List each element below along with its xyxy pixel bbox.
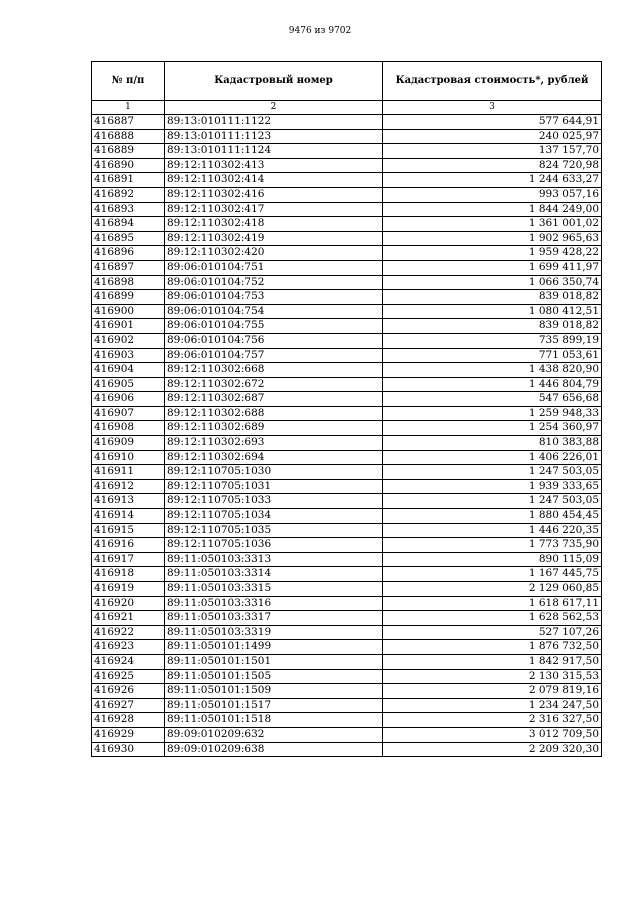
cadastral-number-cell: 89:06:010104:752 — [165, 275, 383, 290]
table-row — [92, 115, 602, 130]
column-number-row — [92, 101, 602, 115]
cadastral-value-cell: 1 842 917,50 — [383, 654, 602, 669]
table-row — [92, 144, 602, 159]
cadastral-number-cell: 89:12:110302:688 — [165, 406, 383, 421]
row-number-cell: 416899 — [92, 290, 165, 305]
table-row — [92, 363, 602, 378]
cadastral-value-cell: 1 880 454,45 — [383, 509, 602, 524]
column-number: 3 — [383, 101, 602, 115]
table-header-row — [92, 62, 602, 101]
cadastral-value-cell: 1 234 247,50 — [383, 698, 602, 713]
cadastral-number-cell: 89:11:050101:1509 — [165, 684, 383, 699]
cadastral-number-cell: 89:06:010104:755 — [165, 319, 383, 334]
row-number-cell: 416908 — [92, 421, 165, 436]
cadastral-value-cell: 577 644,91 — [383, 115, 602, 130]
row-number-cell: 416898 — [92, 275, 165, 290]
cadastral-number-cell: 89:12:110302:672 — [165, 377, 383, 392]
header-cadastral-value: Кадастровая стоимость*, рублей — [383, 62, 602, 101]
cadastral-value-cell: 2 316 327,50 — [383, 713, 602, 728]
cadastral-number-cell: 89:11:050103:3319 — [165, 625, 383, 640]
row-number-cell: 416900 — [92, 304, 165, 319]
cadastral-number-cell: 89:11:050101:1501 — [165, 654, 383, 669]
table-row — [92, 582, 602, 597]
cadastral-value-cell: 1 699 411,97 — [383, 260, 602, 275]
table-row — [92, 129, 602, 144]
cadastral-number-cell: 89:12:110705:1031 — [165, 479, 383, 494]
cadastral-number-cell: 89:09:010209:638 — [165, 742, 383, 757]
cadastral-number-cell: 89:12:110302:687 — [165, 392, 383, 407]
cadastral-number-cell: 89:12:110705:1036 — [165, 538, 383, 553]
cadastral-value-cell: 1 080 412,51 — [383, 304, 602, 319]
row-number-cell: 416930 — [92, 742, 165, 757]
cadastral-value-cell: 1 259 948,33 — [383, 406, 602, 421]
table-row — [92, 596, 602, 611]
cadastral-number-cell: 89:12:110302:414 — [165, 173, 383, 188]
table-row — [92, 173, 602, 188]
cadastral-value-cell: 735 899,19 — [383, 333, 602, 348]
row-number-cell: 416905 — [92, 377, 165, 392]
column-number: 1 — [92, 101, 165, 115]
page-header: 9476 из 9702 — [288, 26, 352, 36]
table-row — [92, 275, 602, 290]
row-number-cell: 416912 — [92, 479, 165, 494]
cadastral-value-cell: 1 066 350,74 — [383, 275, 602, 290]
cadastral-value-cell: 1 361 001,02 — [383, 217, 602, 232]
cadastral-number-cell: 89:06:010104:753 — [165, 290, 383, 305]
table-row — [92, 217, 602, 232]
cadastral-value-cell: 1 618 617,11 — [383, 596, 602, 611]
row-number-cell: 416916 — [92, 538, 165, 553]
cadastral-number-cell: 89:13:010111:1122 — [165, 115, 383, 130]
cadastral-number-cell: 89:12:110302:419 — [165, 231, 383, 246]
table-row — [92, 319, 602, 334]
cadastral-number-cell: 89:12:110302:418 — [165, 217, 383, 232]
cadastral-value-cell: 1 167 445,75 — [383, 567, 602, 582]
cadastral-number-cell: 89:13:010111:1124 — [165, 144, 383, 159]
table-row — [92, 304, 602, 319]
cadastral-value-cell: 527 107,26 — [383, 625, 602, 640]
row-number-cell: 416910 — [92, 450, 165, 465]
table-row — [92, 377, 602, 392]
cadastral-value-cell: 1 446 804,79 — [383, 377, 602, 392]
cadastral-table — [91, 61, 602, 757]
cadastral-value-cell: 1 244 633,27 — [383, 173, 602, 188]
cadastral-value-cell: 1 247 503,05 — [383, 465, 602, 480]
table-row — [92, 333, 602, 348]
cadastral-number-cell: 89:11:050103:3315 — [165, 582, 383, 597]
row-number-cell: 416915 — [92, 523, 165, 538]
row-number-cell: 416913 — [92, 494, 165, 509]
cadastral-number-cell: 89:06:010104:751 — [165, 260, 383, 275]
row-number-cell: 416907 — [92, 406, 165, 421]
cadastral-value-cell: 890 115,09 — [383, 552, 602, 567]
row-number-cell: 416919 — [92, 582, 165, 597]
table-row — [92, 669, 602, 684]
table-row — [92, 698, 602, 713]
row-number-cell: 416889 — [92, 144, 165, 159]
cadastral-number-cell: 89:12:110302:416 — [165, 187, 383, 202]
cadastral-number-cell: 89:12:110302:417 — [165, 202, 383, 217]
cadastral-value-cell: 1 628 562,53 — [383, 611, 602, 626]
table-row — [92, 538, 602, 553]
cadastral-value-cell: 1 254 360,97 — [383, 421, 602, 436]
cadastral-number-cell: 89:11:050101:1505 — [165, 669, 383, 684]
table-row — [92, 246, 602, 261]
row-number-cell: 416894 — [92, 217, 165, 232]
cadastral-number-cell: 89:12:110705:1030 — [165, 465, 383, 480]
table-row — [92, 494, 602, 509]
header-row-number: № п/п — [92, 62, 165, 101]
cadastral-number-cell: 89:11:050101:1517 — [165, 698, 383, 713]
cadastral-value-cell: 810 383,88 — [383, 436, 602, 451]
table-row — [92, 727, 602, 742]
row-number-cell: 416887 — [92, 115, 165, 130]
cadastral-number-cell: 89:12:110302:420 — [165, 246, 383, 261]
cadastral-value-cell: 1 247 503,05 — [383, 494, 602, 509]
cadastral-value-cell: 993 057,16 — [383, 187, 602, 202]
table-row — [92, 450, 602, 465]
row-number-cell: 416917 — [92, 552, 165, 567]
cadastral-number-cell: 89:12:110705:1035 — [165, 523, 383, 538]
row-number-cell: 416929 — [92, 727, 165, 742]
cadastral-number-cell: 89:12:110705:1033 — [165, 494, 383, 509]
table-row — [92, 713, 602, 728]
row-number-cell: 416890 — [92, 158, 165, 173]
row-number-cell: 416925 — [92, 669, 165, 684]
row-number-cell: 416903 — [92, 348, 165, 363]
table-row — [92, 509, 602, 524]
cadastral-value-cell: 2 129 060,85 — [383, 582, 602, 597]
row-number-cell: 416914 — [92, 509, 165, 524]
cadastral-value-cell: 137 157,70 — [383, 144, 602, 159]
cadastral-number-cell: 89:06:010104:754 — [165, 304, 383, 319]
row-number-cell: 416897 — [92, 260, 165, 275]
row-number-cell: 416909 — [92, 436, 165, 451]
cadastral-number-cell: 89:11:050103:3313 — [165, 552, 383, 567]
table-row — [92, 552, 602, 567]
table-body — [92, 115, 602, 757]
cadastral-value-cell: 1 876 732,50 — [383, 640, 602, 655]
cadastral-number-cell: 89:13:010111:1123 — [165, 129, 383, 144]
table-row — [92, 742, 602, 757]
cadastral-number-cell: 89:09:010209:632 — [165, 727, 383, 742]
cadastral-number-cell: 89:12:110302:693 — [165, 436, 383, 451]
cadastral-value-cell: 1 438 820,90 — [383, 363, 602, 378]
cadastral-value-cell: 839 018,82 — [383, 319, 602, 334]
row-number-cell: 416904 — [92, 363, 165, 378]
cadastral-value-cell: 1 844 249,00 — [383, 202, 602, 217]
cadastral-value-cell: 839 018,82 — [383, 290, 602, 305]
row-number-cell: 416924 — [92, 654, 165, 669]
cadastral-value-cell: 547 656,68 — [383, 392, 602, 407]
table-row — [92, 260, 602, 275]
cadastral-value-cell: 240 025,97 — [383, 129, 602, 144]
row-number-cell: 416928 — [92, 713, 165, 728]
table-row — [92, 392, 602, 407]
table-row — [92, 421, 602, 436]
table-row — [92, 523, 602, 538]
row-number-cell: 416927 — [92, 698, 165, 713]
table-row — [92, 654, 602, 669]
column-number: 2 — [165, 101, 383, 115]
table-row — [92, 202, 602, 217]
table-row — [92, 640, 602, 655]
cadastral-value-cell: 2 079 819,16 — [383, 684, 602, 699]
cadastral-value-cell: 3 012 709,50 — [383, 727, 602, 742]
table-row — [92, 187, 602, 202]
cadastral-value-cell: 824 720,98 — [383, 158, 602, 173]
row-number-cell: 416926 — [92, 684, 165, 699]
cadastral-value-cell: 1 902 965,63 — [383, 231, 602, 246]
cadastral-number-cell: 89:06:010104:756 — [165, 333, 383, 348]
cadastral-value-cell: 1 406 226,01 — [383, 450, 602, 465]
row-number-cell: 416891 — [92, 173, 165, 188]
row-number-cell: 416896 — [92, 246, 165, 261]
row-number-cell: 416888 — [92, 129, 165, 144]
table-row — [92, 406, 602, 421]
cadastral-value-cell: 1 773 735,90 — [383, 538, 602, 553]
cadastral-number-cell: 89:11:050103:3317 — [165, 611, 383, 626]
row-number-cell: 416918 — [92, 567, 165, 582]
cadastral-number-cell: 89:12:110705:1034 — [165, 509, 383, 524]
cadastral-value-cell: 2 130 315,53 — [383, 669, 602, 684]
table-row — [92, 231, 602, 246]
table-row — [92, 158, 602, 173]
row-number-cell: 416923 — [92, 640, 165, 655]
table-row — [92, 684, 602, 699]
cadastral-number-cell: 89:11:050101:1518 — [165, 713, 383, 728]
table-row — [92, 436, 602, 451]
header-cadastral-number: Кадастровый номер — [165, 62, 383, 101]
table-row — [92, 465, 602, 480]
cadastral-number-cell: 89:12:110302:668 — [165, 363, 383, 378]
row-number-cell: 416921 — [92, 611, 165, 626]
cadastral-number-cell: 89:12:110302:694 — [165, 450, 383, 465]
table-row — [92, 567, 602, 582]
table-row — [92, 625, 602, 640]
cadastral-number-cell: 89:12:110302:689 — [165, 421, 383, 436]
cadastral-value-cell: 771 053,61 — [383, 348, 602, 363]
cadastral-value-cell: 1 446 220,35 — [383, 523, 602, 538]
row-number-cell: 416902 — [92, 333, 165, 348]
cadastral-number-cell: 89:06:010104:757 — [165, 348, 383, 363]
row-number-cell: 416893 — [92, 202, 165, 217]
row-number-cell: 416901 — [92, 319, 165, 334]
row-number-cell: 416911 — [92, 465, 165, 480]
cadastral-number-cell: 89:12:110302:413 — [165, 158, 383, 173]
table-row — [92, 611, 602, 626]
cadastral-value-cell: 1 939 333,65 — [383, 479, 602, 494]
cadastral-number-cell: 89:11:050103:3316 — [165, 596, 383, 611]
cadastral-value-cell: 1 959 428,22 — [383, 246, 602, 261]
table-row — [92, 348, 602, 363]
table-row — [92, 479, 602, 494]
cadastral-number-cell: 89:11:050103:3314 — [165, 567, 383, 582]
row-number-cell: 416922 — [92, 625, 165, 640]
row-number-cell: 416920 — [92, 596, 165, 611]
table-row — [92, 290, 602, 305]
row-number-cell: 416895 — [92, 231, 165, 246]
cadastral-value-cell: 2 209 320,30 — [383, 742, 602, 757]
cadastral-number-cell: 89:11:050101:1499 — [165, 640, 383, 655]
row-number-cell: 416892 — [92, 187, 165, 202]
row-number-cell: 416906 — [92, 392, 165, 407]
